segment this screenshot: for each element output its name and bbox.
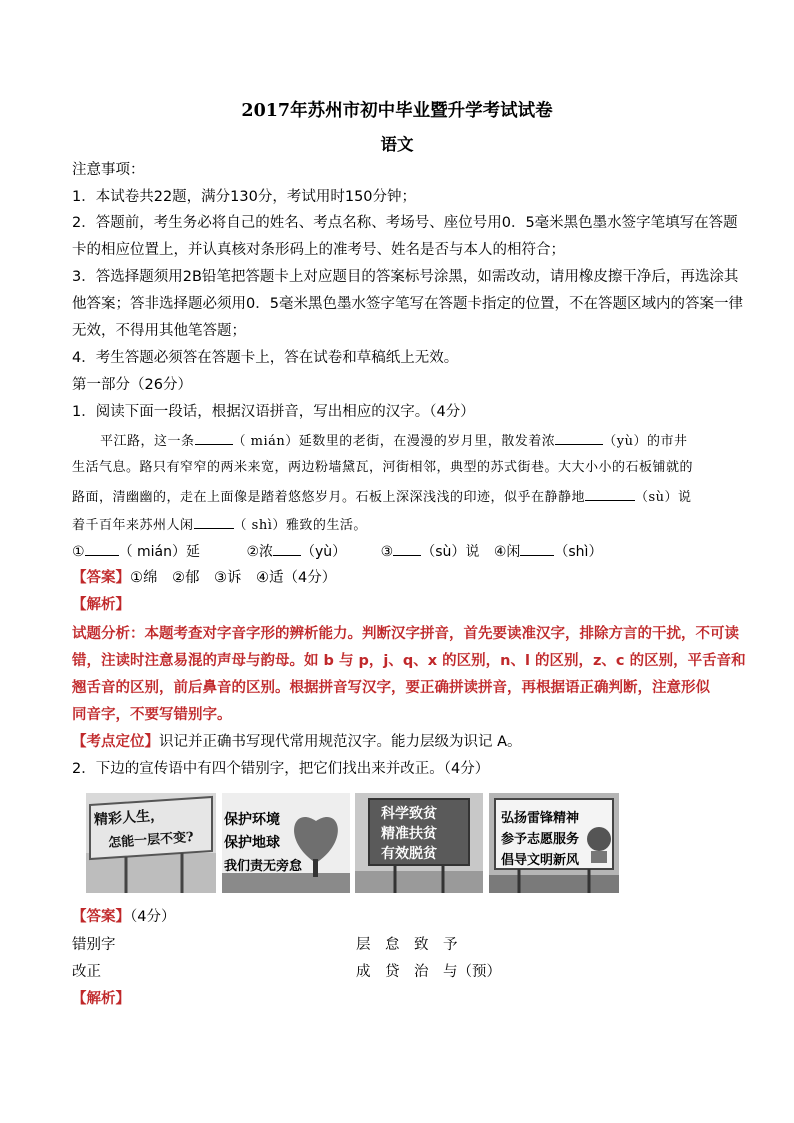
- slogan-2-line-1: 保护环境: [224, 812, 280, 828]
- question-1-stem: 1．阅读下面一段话，根据汉语拼音，写出相应的汉字。（4分）: [72, 404, 475, 420]
- answer-line: [72, 568, 336, 588]
- slogan-image-2: [222, 793, 350, 893]
- passage-line-3: [72, 486, 692, 508]
- slogan-image-4: [489, 793, 619, 893]
- passage-line-1: [100, 430, 687, 452]
- passage-text: （ mián）延数里的老街，在漫漫的岁月里，散发着浓: [232, 434, 556, 449]
- slogan-4-line-2: 参予志愿服务: [501, 832, 580, 847]
- question-2-stem: 2．下边的宣传语中有四个错别字，把它们找出来并改正。（4分）: [72, 761, 490, 777]
- q2-analysis-tag: 【解析】: [72, 991, 130, 1007]
- option-1: ① （ mián）延: [72, 544, 200, 560]
- note-3-line-2: 他答案；答非选择题必须用0．5毫米黑色墨水签字笔写在答题卡指定的位置，不在答题区域内的答案一律: [72, 296, 743, 312]
- slogan-4-line-1: 弘扬雷锋精神: [501, 811, 580, 826]
- passage-text: （sù）说: [635, 490, 692, 505]
- billboard-1-line-1: 精彩人生，: [93, 807, 165, 829]
- blank-opt-4: [520, 541, 554, 556]
- answer-text: ①绵 ②郁 ③诉 ④适（4分）: [130, 570, 337, 586]
- analysis-line-1: 试题分析：本题考查对字音字形的辨析能力。判断汉字拼音，首先要读准汉字，排除方言的干扰，不可读: [72, 626, 739, 642]
- q2-row-2-value: 成 贷 治 与（预）: [356, 964, 501, 980]
- q2-row-1-value: 层 怠 致 予: [356, 937, 458, 953]
- notes-heading: 注意事项：: [72, 162, 145, 178]
- passage-text: 路面，清幽幽的，走在上面像是踏着悠悠岁月。石板上深深浅浅的印迹，似乎在静静地: [72, 490, 586, 505]
- q2-answer-line: [72, 907, 175, 927]
- subject-title: 语文: [380, 135, 414, 154]
- option-3: ③ （sù）说: [381, 541, 480, 562]
- analysis-line-3: 翘舌音的区别，前后鼻音的区别。根据拼音写汉字，要正确拼读拼音，再根据语正确判断，注意形似: [72, 680, 710, 696]
- option-2: ②浓 （yù）: [246, 541, 346, 562]
- passage-text: （ shì）雅致的生活。: [233, 518, 367, 533]
- note-2-line-1: 2．答题前，考生务必将自己的姓名、考点名称、考场号、座位号用0．5毫米黑色墨水签字笔填写在答题: [72, 215, 738, 231]
- blank-2: [555, 430, 603, 445]
- q2-row-1-label: 错别字: [72, 937, 116, 953]
- kaodian-tag: 【考点定位】: [72, 734, 159, 750]
- slogan-2-line-2: 保护地球: [224, 835, 280, 851]
- passage-line-2: 生活气息。路只有窄窄的两米来宽，两边粉墙黛瓦，河街相邻，典型的苏式街巷。大大小小的石板铺就的: [72, 460, 694, 475]
- slogan-image-3: [355, 793, 483, 893]
- blank-1: [195, 430, 233, 445]
- kaodian-line: [72, 732, 522, 752]
- q2-answer-tag: 【答案】: [72, 909, 130, 925]
- blank-4: [194, 514, 234, 529]
- passage-text: （yù）的市井: [603, 434, 688, 449]
- slogan-image-1: [86, 793, 216, 893]
- blank-opt-2: [273, 541, 301, 556]
- note-3-line-3: 无效，不得用其他笔答题；: [72, 323, 246, 339]
- q2-row-2-label: 改正: [72, 964, 101, 980]
- analysis-tag: 【解析】: [72, 597, 130, 613]
- billboard-1-line-2: 怎能一层不变?: [107, 830, 195, 851]
- options-row: [72, 541, 602, 562]
- blank-opt-1: [85, 541, 119, 556]
- note-2-line-2: 卡的相应位置上，并认真核对条形码上的准考号、姓名是否与本人的相符合；: [72, 242, 565, 258]
- answer-tag: 【答案】: [72, 570, 130, 586]
- slogan-3-line-2: 精准扶贫: [381, 826, 437, 842]
- blank-3: [585, 486, 635, 501]
- part-1-heading: 第一部分（26分）: [72, 377, 192, 393]
- blank-opt-3: [393, 541, 421, 556]
- analysis-line-2: 错，注读时注意易混的声母与韵母。如 b 与 p，j、q、x 的区别，n、l 的区别，z、c 的区别，平舌音和: [72, 653, 746, 669]
- slogan-3-line-3: 有效脱贫: [381, 846, 437, 862]
- slogan-2-line-3: 我们责无旁怠: [224, 859, 303, 874]
- slogan-4-line-3: 倡导文明新风: [501, 853, 580, 868]
- note-3-line-1: 3．答选择题须用2B铅笔把答题卡上对应题目的答案标号涂黑，如需改动，请用橡皮擦干净后，再选涂其: [72, 269, 739, 285]
- analysis-line-4: 同音字，不要写错别字。: [72, 707, 232, 723]
- q2-answer-score: （4分）: [130, 909, 176, 925]
- passage-text: 着千百年来苏州人闲: [72, 518, 194, 533]
- kaodian-text: 识记并正确书写现代常用规范汉字。能力层级为识记 A。: [159, 734, 522, 750]
- slogan-3-line-1: 科学致贫: [381, 806, 437, 822]
- note-1: 1．本试卷共22题，满分130分，考试用时150分钟；: [72, 189, 417, 205]
- document-title: 2017年苏州市初中毕业暨升学考试试卷: [241, 101, 553, 121]
- option-4: ④闲 （shì）: [494, 541, 603, 562]
- note-4: 4．考生答题必须答在答题卡上，答在试卷和草稿纸上无效。: [72, 350, 459, 366]
- passage-line-4: [72, 514, 367, 536]
- passage-text: 平江路，这一条: [100, 434, 195, 449]
